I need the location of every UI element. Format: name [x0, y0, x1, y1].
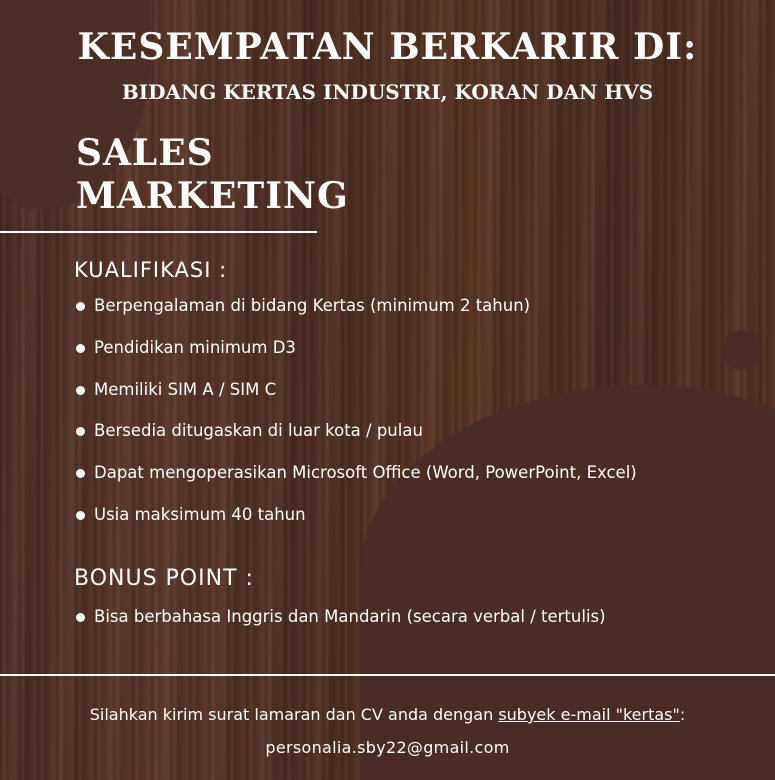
qualification-item: Dapat mengoperasikan Microsoft Office (Word, PowerPoint, Excel) — [76, 461, 637, 503]
job-role-line-1: SALES — [76, 132, 214, 174]
instruction-colon: : — [679, 705, 686, 724]
qualification-item: Memiliki SIM A / SIM C — [76, 378, 637, 420]
poster-title: KESEMPATAN BERKARIR DI: — [77, 26, 698, 68]
qualification-item: Pendidikan minimum D3 — [76, 336, 637, 378]
qualifications-heading: KUALIFIKASI : — [74, 258, 228, 282]
bonus-list — [76, 605, 606, 647]
qualifications-list — [76, 294, 637, 545]
decorative-dot — [722, 330, 762, 370]
poster-subtitle: BIDANG KERTAS INDUSTRI, KORAN DAN HVS — [121, 80, 654, 104]
bonus-heading: BONUS POINT : — [74, 566, 254, 591]
divider-full — [0, 674, 775, 676]
application-instruction — [0, 705, 775, 724]
bonus-item: Bisa berbahasa Inggris dan Mandarin (secara verbal / tertulis) — [76, 605, 606, 647]
email-subject-link[interactable]: subyek e-mail "kertas" — [498, 705, 680, 724]
instruction-text: Silahkan kirim surat lamaran dan CV anda dengan — [89, 705, 499, 724]
qualification-item: Bersedia ditugaskan di luar kota / pulau — [76, 419, 637, 461]
qualification-item: Berpengalaman di bidang Kertas (minimum 2 tahun) — [76, 294, 637, 336]
job-role-line-2: MARKETING — [76, 175, 349, 217]
job-role-title — [76, 132, 349, 218]
divider-short — [0, 231, 317, 233]
qualification-item: Usia maksimum 40 tahun — [76, 503, 637, 545]
contact-email[interactable]: personalia.sby22@gmail.com — [265, 738, 510, 757]
